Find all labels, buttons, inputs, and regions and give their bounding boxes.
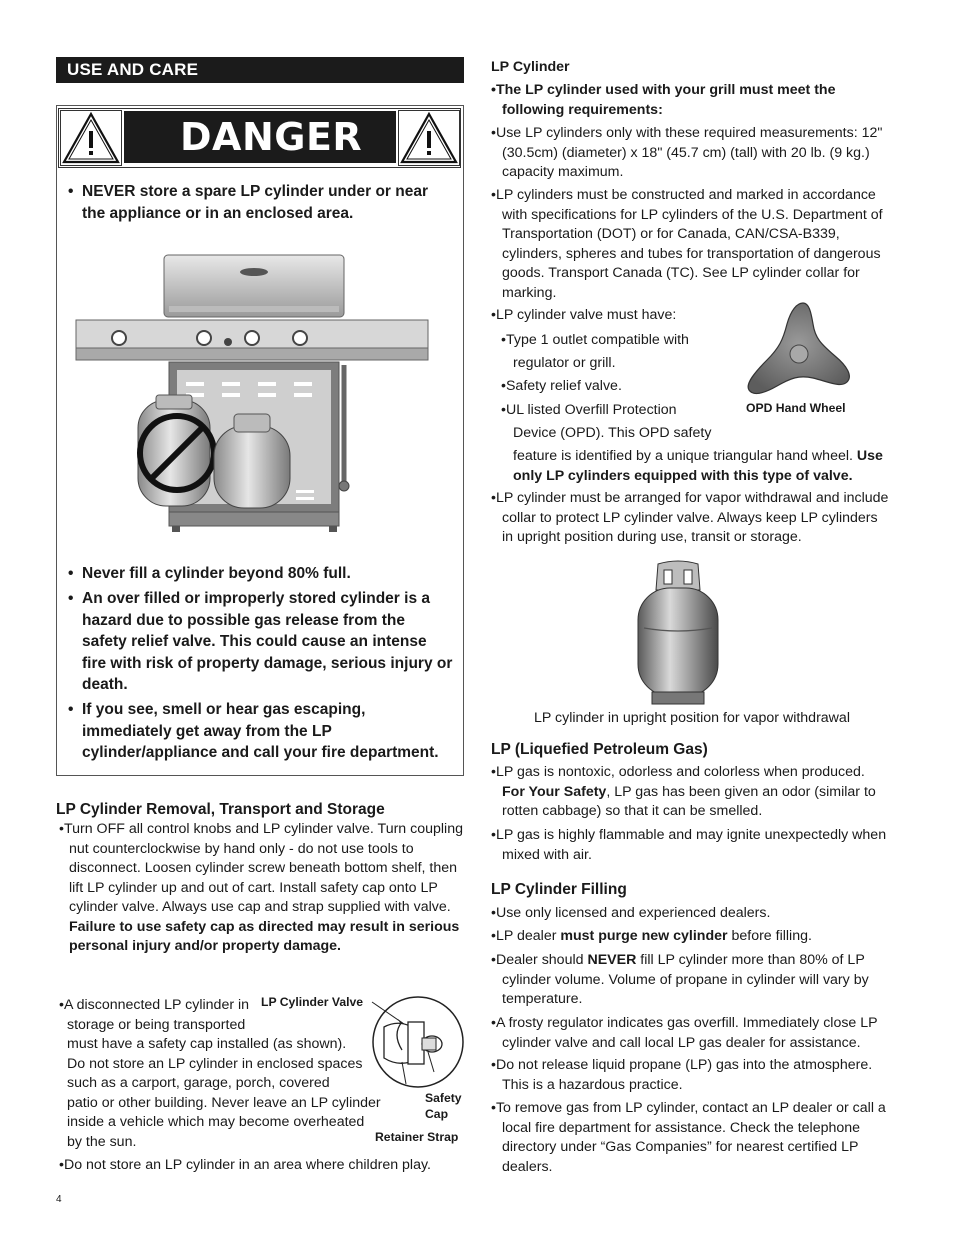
valve-item: •Type 1 outlet compatible with bbox=[501, 332, 689, 348]
lp-gas-bullet-nontoxic bbox=[491, 763, 891, 822]
valve-item: regulator or grill. bbox=[513, 355, 616, 372]
lp-construction: •LP cylinders must be constructed and marked in accordance with specifications for LP cylinders of the U.S. Department of Transportation (DOT) or for Canada, CAN/CSA-B339, cylinders, spheres and tubes for transportation of dangerous goods. Transport Canada (TC). See LP cylinder collar for marking. bbox=[491, 187, 883, 301]
section-title: USE AND CARE bbox=[56, 57, 464, 83]
valve-opd-bold: only LP cylinders equipped with this type of valve. bbox=[513, 468, 853, 484]
lp-requirements bbox=[491, 81, 835, 120]
req-line: •The LP cylinder used with your grill must meet the bbox=[491, 82, 836, 98]
disconnected-line: •A disconnected LP cylinder in bbox=[59, 997, 250, 1013]
label-lp-cylinder-valve: LP Cylinder Valve bbox=[261, 995, 364, 1009]
filling-text: before filling. bbox=[727, 928, 812, 944]
grill-illustration bbox=[74, 250, 434, 535]
disconnected-line: patio or other building. Never leave an LP cylinder bbox=[67, 1094, 381, 1111]
filling-bullet-purge bbox=[491, 927, 812, 947]
valve-opd-line: feature is identified by a unique triangular hand wheel. bbox=[513, 448, 853, 464]
disconnected-line: Do not store an LP cylinder in enclosed spaces bbox=[67, 1055, 363, 1072]
lp-cylinder-illustration bbox=[630, 558, 726, 706]
filling-text: •Dealer should bbox=[491, 952, 588, 968]
lp-gas-heading: LP (Liquefied Petroleum Gas) bbox=[491, 741, 708, 758]
danger-title: DANGER bbox=[124, 111, 396, 163]
vapor-withdrawal-text: •LP cylinder must be arranged for vapor withdrawal and include collar to protect LP cylinder valve. Always keep LP cylinders in upright position during use, transit or storage. bbox=[491, 490, 889, 545]
danger-bullet-storage: • NEVER store a spare LP cylinder under or near the appliance or in an enclosed area. bbox=[68, 183, 429, 222]
label-safety-cap bbox=[425, 1090, 462, 1122]
filling-bullet-dealers: •Use only licensed and experienced dealers. bbox=[491, 905, 771, 921]
disconnected-line: storage or being transported bbox=[67, 1016, 246, 1033]
danger-bullet-overfill: • An over filled or improperly stored cylinder is a hazard due to possible gas release from the safety relief valve. This could cause an intense fire with risk of property damage, serious injury or death. bbox=[68, 590, 453, 693]
valve-item: •Safety relief valve. bbox=[501, 378, 622, 395]
label-cap: Cap bbox=[425, 1107, 449, 1121]
req-line: following requirements: bbox=[502, 101, 663, 118]
removal-body: •Turn OFF all control knobs and LP cylinder valve. Turn coupling nut counterclockwise by hand only - do not use tools to disconnect. Loosen cylinder screw beneath bottom shelf, then lift LP cylinder up and out of cart. Install safety cap onto LP cylinder valve. Always use cap and strap supplied with valve. bbox=[59, 821, 463, 915]
valve-intro: •LP cylinder valve must have: bbox=[491, 307, 677, 323]
filling-bullet-remove: •To remove gas from LP cylinder, contact an LP dealer or call a local fire department for assistance. Check the telephone directory under “Gas Companies” for nearest certified LP dealers. bbox=[491, 1100, 886, 1175]
warning-triangle-left-icon bbox=[60, 110, 122, 166]
filling-bold: NEVER bbox=[587, 952, 637, 968]
lp-measurements: •Use LP cylinders only with these required measurements: 12" (30.5cm) (diameter) x 18" (45.7 cm) (tall) with 20 lb. (9 kg.) capacity maximum. bbox=[491, 125, 883, 180]
label-retainer-strap: Retainer Strap bbox=[375, 1130, 459, 1144]
warning-triangle-right-icon bbox=[398, 110, 460, 166]
filling-text: •LP dealer bbox=[491, 928, 561, 944]
removal-text bbox=[59, 820, 464, 957]
lp-gas-bullet-flammable: •LP gas is highly flammable and may ignite unexpectedly when mixed with air. bbox=[491, 827, 887, 863]
filling-bullet-release: •Do not release liquid propane (LP) gas into the atmosphere. This is a hazardous practice. bbox=[491, 1057, 873, 1093]
lp-cylinder-heading: LP Cylinder bbox=[491, 59, 570, 75]
removal-heading: LP Cylinder Removal, Transport and Storage bbox=[56, 801, 385, 818]
disconnected-line: must have a safety cap installed (as shown). bbox=[67, 1036, 347, 1052]
disconnected-line: inside a vehicle which may become overheated bbox=[67, 1114, 365, 1130]
disconnected-line: by the sun. bbox=[67, 1133, 137, 1150]
disconnected-text bbox=[59, 996, 389, 1152]
removal-warning: Failure to use safety cap as directed may result in serious personal injury and/or property damage. bbox=[69, 918, 460, 954]
disconnected-line: such as a carport, garage, porch, covered bbox=[67, 1075, 330, 1091]
lp-gas-bold: For Your Safety bbox=[502, 783, 607, 800]
filling-bullet-never bbox=[491, 951, 891, 1010]
lp-gas-text: •LP gas is nontoxic, odorless and colorless when produced. bbox=[491, 764, 865, 780]
opd-label: OPD Hand Wheel bbox=[746, 401, 846, 415]
danger-bullet-escape: • If you see, smell or hear gas escaping, immediately get away from the LP cylinder/appliance and call your fire department. bbox=[68, 701, 439, 761]
valve-item: Device (OPD). This OPD safety bbox=[513, 424, 712, 441]
valve-opd-text bbox=[513, 446, 893, 486]
valve-item: •UL listed Overfill Protection bbox=[501, 401, 677, 418]
filling-bold: must purge new cylinder bbox=[560, 928, 728, 944]
danger-bullet-fill: • Never fill a cylinder beyond 80% full. bbox=[68, 565, 351, 582]
page-number: 4 bbox=[56, 1194, 62, 1205]
opd-hand-wheel-icon bbox=[743, 300, 855, 396]
filling-bullet-frosty: •A frosty regulator indicates gas overfill. Immediately close LP cylinder valve and call local LP gas dealer for assistance. bbox=[491, 1015, 878, 1051]
valve-opd-bold: Use bbox=[856, 448, 883, 464]
valve-list bbox=[501, 329, 711, 445]
safety-cap-diagram bbox=[362, 992, 472, 1092]
cylinder-caption: LP cylinder in upright position for vapor withdrawal bbox=[534, 710, 850, 726]
children-warning: •Do not store an LP cylinder in an area where children play. bbox=[59, 1157, 431, 1173]
filling-text: fill LP cylinder more than 80% of LP cylinder volume. Volume of propane in cylinder will vary by temperature. bbox=[502, 952, 869, 1007]
filling-heading: LP Cylinder Filling bbox=[491, 881, 627, 898]
label-safety: Safety bbox=[425, 1091, 462, 1105]
lp-gas-text: , LP gas has been given an odor (similar to rotten cabbage) so that it can be smelled. bbox=[502, 783, 876, 819]
